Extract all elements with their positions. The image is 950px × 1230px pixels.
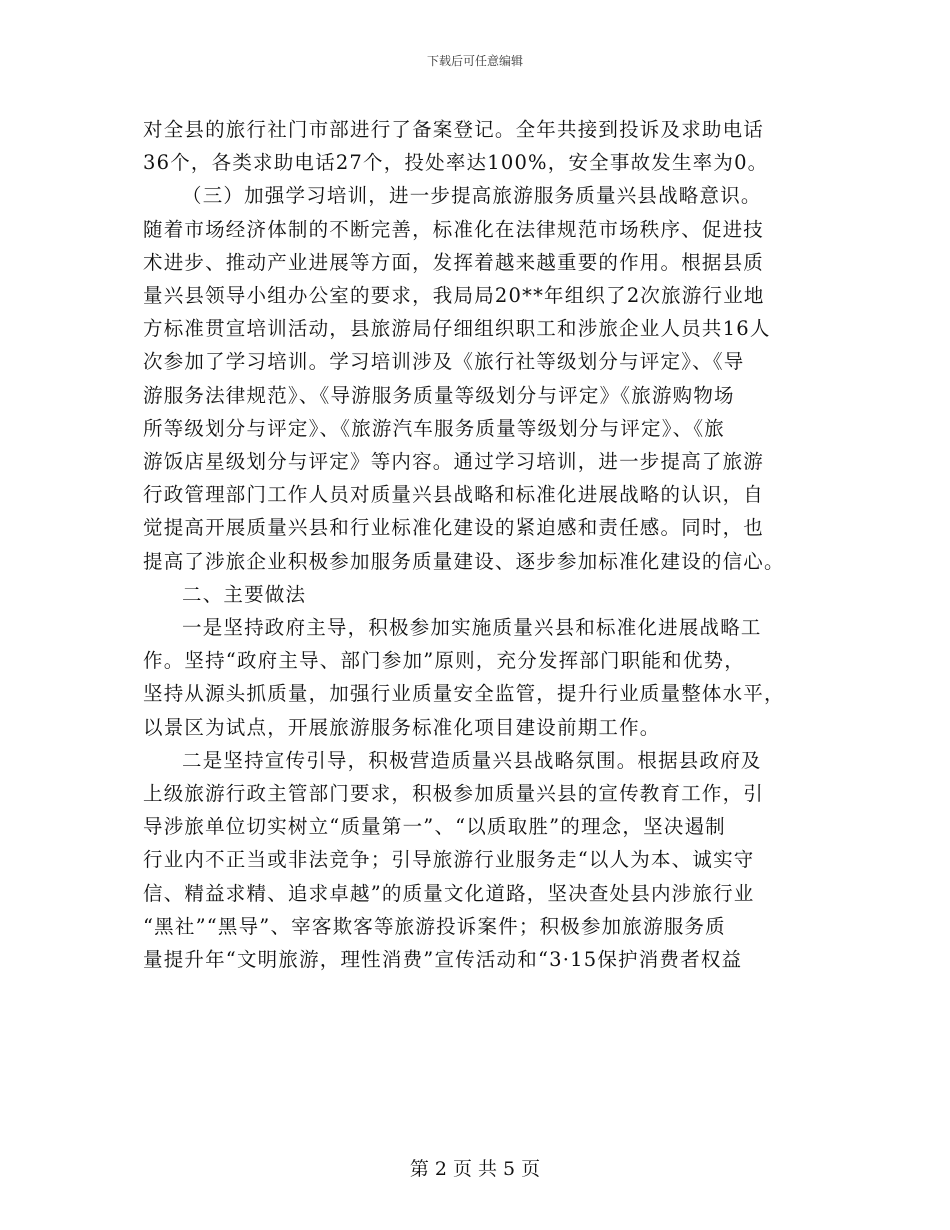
text-line: 游饭店星级划分与评定》等内容。通过学习培训，进一步提高了旅游	[143, 450, 765, 474]
text-line: 以景区为试点，开展旅游服务标准化项目建设前期工作。	[143, 715, 661, 739]
paragraph-training	[143, 179, 808, 577]
text-line: 坚持从源头抓质量，加强行业质量安全监管，提升行业质量整体水平，	[143, 682, 785, 706]
text-line: 方标准贯宣培训活动，县旅游局仔细组织职工和涉旅企业人员共16人	[143, 317, 771, 341]
paragraph-government-lead	[143, 611, 808, 744]
text-line: 一是坚持政府主导，积极参加实施质量兴县和标准化进展战略工	[182, 616, 762, 640]
text-line: 术进步、推动产业进展等方面，发挥着越来越重要的作用。根据县质	[143, 250, 765, 274]
text-line: 觉提高开展质量兴县和行业标准化建设的紧迫感和责任感。同时，也	[143, 516, 765, 540]
text-line: 次参加了学习培训。学习培训涉及《旅行社等级划分与评定》、《导	[143, 350, 745, 374]
section-heading: 二、主要做法	[182, 582, 307, 606]
document-body	[143, 113, 808, 976]
text-line: 36个，各类求助电话27个，投处率达100%，安全事故发生率为0。	[143, 151, 769, 175]
text-line: 量兴县领导小组办公室的要求，我局局20**年组织了2次旅游行业地	[143, 284, 765, 308]
text-line: 行业内不正当或非法竞争；引导旅游行业服务走“以人为本、诚实守	[143, 848, 755, 872]
text-line: 提高了涉旅企业积极参加服务质量建设、逐步参加标准化建设的信心。	[143, 549, 785, 573]
text-line: 量提升年“文明旅游，理性消费”宣传活动和“3·15保护消费者权益	[143, 948, 743, 972]
text-line: 行政管理部门工作人员对质量兴县战略和标准化进展战略的认识，自	[143, 483, 765, 507]
text-line: 随着市场经济体制的不断完善，标准化在法律规范市场秩序、促进技	[143, 217, 765, 241]
text-line: 游服务法律规范》、《导游服务质量等级划分与评定》《旅游购物场	[143, 383, 735, 407]
text-line: 信、精益求精、追求卓越”的质量文化道路，坚决查处县内涉旅行业	[143, 881, 755, 905]
text-line: 作。坚持“政府主导、部门参加”原则，充分发挥部门职能和优势，	[143, 649, 745, 673]
text-line: “黑社”“黑导”、宰客欺客等旅游投诉案件；积极参加旅游服务质	[143, 914, 726, 938]
page-header-note: 下载后可任意编辑	[426, 54, 523, 68]
section-heading-training: （三）加强学习培训，进一步提高旅游服务质量兴县战略意识。	[182, 184, 762, 208]
text-line: 对全县的旅行社门市部进行了备案登记。全年共接到投诉及求助电话	[143, 118, 765, 141]
section-heading-main-methods	[143, 578, 808, 611]
paragraph-publicity	[143, 744, 808, 976]
paragraph-registration	[143, 113, 808, 179]
text-line: 二是坚持宣传引导，积极营造质量兴县战略氛围。根据县政府及	[182, 748, 762, 772]
text-line: 导涉旅单位切实树立“质量第一”、“以质取胜”的理念，坚决遏制	[143, 815, 726, 839]
text-line: 所等级划分与评定》、《旅游汽车服务质量等级划分与评定》、《旅	[143, 416, 726, 440]
text-line: 上级旅游行政主管部门要求，积极参加质量兴县的宣传教育工作，引	[143, 782, 765, 806]
page-number: 第 2 页 共 5 页	[409, 1158, 541, 1180]
